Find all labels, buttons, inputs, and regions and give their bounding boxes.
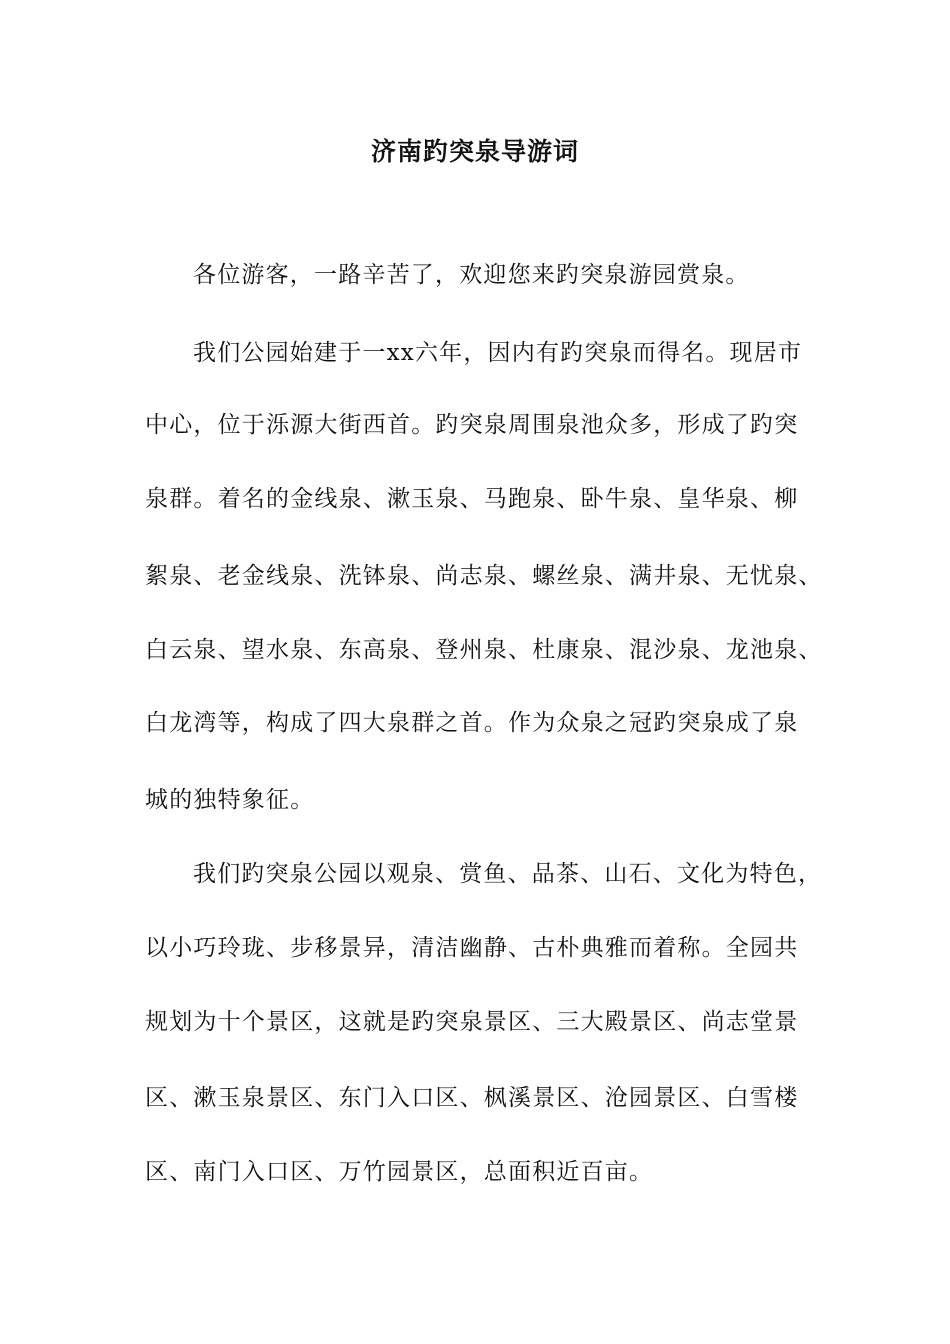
paragraph-3-line-4: 区、漱玉泉景区、东门入口区、枫溪景区、沧园景区、白雪楼 [145, 1085, 799, 1111]
paragraph-2-line-2: 中心，位于泺源大街西首。趵突泉周围泉池众多，形成了趵突 [145, 412, 799, 438]
paragraph-2-line-3: 泉群。着名的金线泉、漱玉泉、马跑泉、卧牛泉、皇华泉、柳 [145, 486, 799, 512]
document-title: 济南趵突泉导游词 [370, 137, 579, 166]
paragraph-3-line-2: 以小巧玲珑、步移景异，清洁幽静、古朴典雅而着称。全园共 [145, 935, 799, 961]
paragraph-3-line-1: 我们趵突泉公园以观泉、赏鱼、品茶、山石、文化为特色， [193, 861, 823, 887]
paragraph-2-line-6: 白龙湾等，构成了四大泉群之首。作为众泉之冠趵突泉成了泉 [145, 710, 799, 736]
paragraph-2-line-4: 絮泉、老金线泉、洗钵泉、尚志泉、螺丝泉、满井泉、无忧泉、 [145, 563, 823, 589]
paragraph-2-line-1: 我们公园始建于一xx六年，因内有趵突泉而得名。现居市 [193, 340, 803, 366]
paragraph-1-line-1: 各位游客，一路辛苦了，欢迎您来趵突泉游园赏泉。 [193, 262, 750, 288]
paragraph-2-line-5: 白云泉、望水泉、东高泉、登州泉、杜康泉、混沙泉、龙池泉、 [145, 637, 823, 663]
paragraph-2-line-7: 城的独特象征。 [145, 787, 315, 813]
paragraph-3-line-5: 区、南门入口区、万竹园景区，总面积近百亩。 [145, 1159, 654, 1185]
paragraph-3-line-3: 规划为十个景区，这就是趵突泉景区、三大殿景区、尚志堂景 [145, 1009, 799, 1035]
